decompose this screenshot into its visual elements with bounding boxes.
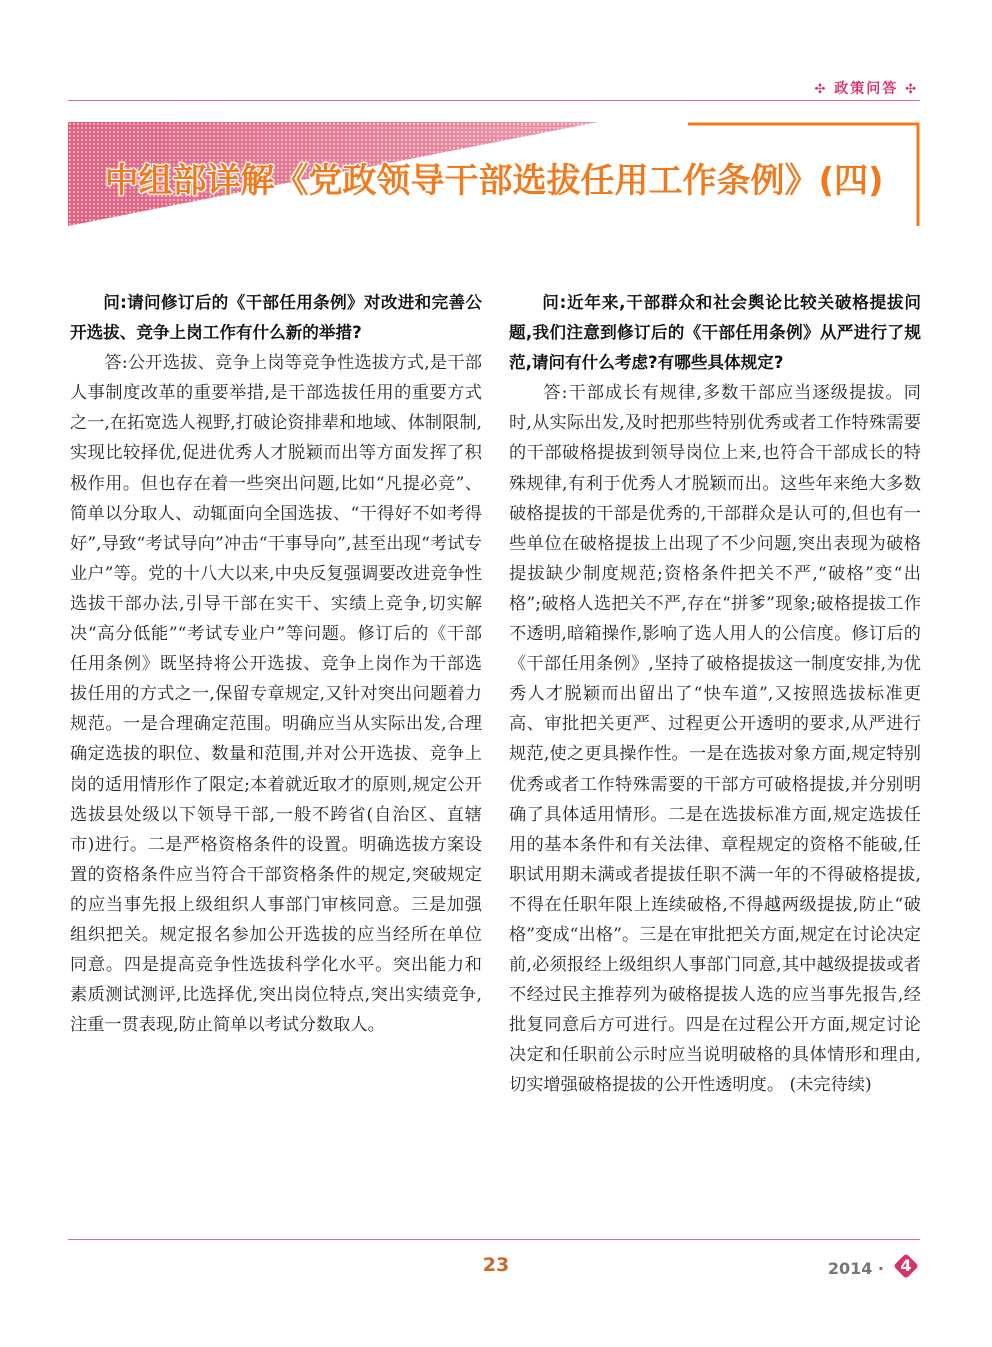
answer-2-text: 答:干部成长有规律,多数干部应当逐级提拔。同时,从实际出发,及时把那些特别优秀或者工作特殊需要的干部破格提拔到领导岗位上来,也符合干部成长的特殊规律,有利于优秀人才脱颖而出。这些年来绝大多数破格提拔的干部是优秀的,干部群众是认可的,但也有一些单位在破格提拔上出现了不少问题,突出表现为破格提拔缺少制度规范;资格条件把关不严,“破格”变“出格”;破格人选把关不严,存在“拼爹”现象;破格提拔工作不透明,暗箱操作,影响了选人用人的公信度。修订后的《干部任用条例》,坚持了破格提拔这一制度安排,为优秀人才脱颖而出留出了“快车道”,又按照选拔标准更高、审批把关更严、过程更公开透明的要求,从严进行规范,使之更具操作性。一是在选拔对象方面,规定特别优秀或者工作特殊需要的干部方可破格提拔,并分别明确了具体适用情形。二是在选拔标准方面,规定选拔任用的基本条件和有关法律、章程规定的资格不能破,任职试用期未满或者提拔任职不满一年的不得破格提拔,不得在任职年限上连续破格,不得越两级提拔,防止“破格”变成“出格”。三是在审批把关方面,规定在讨论决定前,必须报经上级组织人事部门同意,其中越级提拔或者不经过民主推荐列为破格提拔人选的应当事先报告,经批复同意后方可进行。四是在过程公开方面,规定讨论决定和任职前公示时应当说明破格的具体情形和理由,切实增强破格提拔的公开性透明度。 [509, 383, 921, 1096]
issue-label [828, 1259, 884, 1278]
continued-note: (未完待续) [789, 1075, 872, 1096]
title-band [68, 122, 920, 226]
question-2: 问:近年来,干部群众和社会舆论比较关破格提拔问题,我们注意到修订后的《干部任用条例》从严进行了规范,请问有什么考虑?有哪些具体规定? [509, 293, 921, 373]
section-tag [814, 78, 918, 98]
issue-separator: · [877, 1259, 884, 1278]
answer-2 [509, 378, 921, 1100]
question-1: 问:请问修订后的《干部任用条例》对改进和完善公开选拔、竞争上岗工作有什么新的举措? [70, 293, 482, 343]
left-column [70, 288, 482, 1040]
page-number: 23 [482, 1254, 510, 1276]
right-column [509, 288, 921, 1101]
issue-number: 4 [900, 1256, 912, 1275]
issue-year: 2014 [827, 1259, 873, 1278]
flower-icon: ✣ [814, 82, 828, 97]
section-tag-label: 政策问答 [834, 81, 899, 97]
answer-1: 答:公开选拔、竞争上岗等竞争性选拔方式,是干部人事制度改革的重要举措,是干部选拔任用的重要方式之一,在拓宽选人视野,打破论资排辈和地域、体制限制,实现比较择优,促进优秀人才脱颖而出等方面发挥了积极作用。但也存在着一些突出问题,比如“凡提必竞”、简单以分取人、动辄面向全国选拔、“干得好不如考得好”,导致“考试导向”冲击“干事导向”,甚至出现“考试专业户”等。党的十八大以来,中央反复强调要改进竞争性选拔干部办法,引导干部在实干、实绩上竞争,切实解决“高分低能”“考试专业户”等问题。修订后的《干部任用条例》既坚持将公开选拔、竞争上岗作为干部选拔任用的方式之一,保留专章规定,又针对突出问题着力规范。一是合理确定范围。明确应当从实际出发,合理确定选拔的职位、数量和范围,并对公开选拔、竞争上岗的适用情形作了限定;本着就近取才的原则,规定公开选拔县处级以下领导干部,一般不跨省(自治区、直辖市)进行。二是严格资格条件的设置。明确选拔方案设置的资格条件应当符合干部资格条件的规定,突破规定的应当事先报上级组织人事部门审核同意。三是加强组织把关。规定报名参加公开选拔的应当经所在单位同意。四是提高竞争性选拔科学化水平。突出能力和素质测试测评,比选择优,突出岗位特点,突出实绩竞争,注重一贯表现,防止简单以考试分数取人。 [70, 353, 482, 1036]
page-title: 中组部详解《党政领导干部选拔任用工作条例》(四) [104, 161, 884, 201]
issue-badge [892, 1252, 920, 1280]
header-divider [68, 100, 920, 101]
flower-icon: ✣ [905, 82, 918, 97]
footer-divider [68, 1239, 920, 1240]
